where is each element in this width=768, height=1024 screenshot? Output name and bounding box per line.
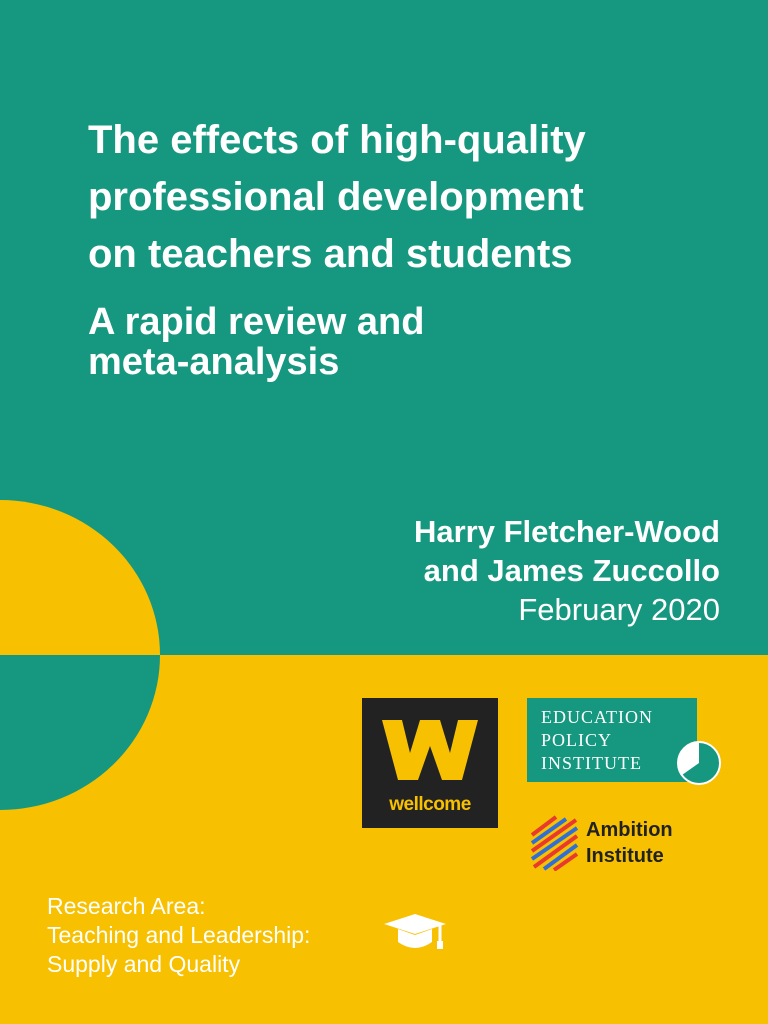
research-line: Research Area: xyxy=(47,893,206,919)
semicircle-graphic xyxy=(0,500,170,810)
page-title xyxy=(88,112,728,283)
research-line: Teaching and Leadership: xyxy=(47,922,311,948)
subtitle-line: meta-analysis xyxy=(88,341,340,383)
subtitle-line: A rapid review and xyxy=(88,301,425,343)
authors-block xyxy=(414,512,720,629)
title-line: professional development xyxy=(88,175,584,219)
publication-date: February 2020 xyxy=(518,592,720,627)
wellcome-logo xyxy=(362,698,498,828)
wellcome-w-icon xyxy=(362,698,498,793)
epi-text xyxy=(541,706,653,775)
author-line: Harry Fletcher-Wood xyxy=(413,514,720,549)
epi-line: EDUCATION xyxy=(541,707,653,727)
ambition-stripes-icon xyxy=(530,815,580,871)
wellcome-label: wellcome xyxy=(389,794,471,815)
epi-logo xyxy=(527,698,697,782)
title-line: The effects of high-quality xyxy=(88,118,586,162)
ambition-logo-text xyxy=(586,817,673,869)
ambition-line: Ambition xyxy=(586,819,673,841)
graduation-cap-icon xyxy=(382,912,448,958)
subtitle xyxy=(88,302,688,382)
epi-circle-icon xyxy=(676,740,722,786)
epi-line: POLICY xyxy=(541,730,613,750)
title-line: on teachers and students xyxy=(88,232,573,276)
author-line: and James Zuccollo xyxy=(423,553,720,588)
research-line: Supply and Quality xyxy=(47,951,241,977)
research-area xyxy=(47,892,310,979)
ambition-line: Institute xyxy=(586,845,664,867)
epi-line: INSTITUTE xyxy=(541,753,642,773)
